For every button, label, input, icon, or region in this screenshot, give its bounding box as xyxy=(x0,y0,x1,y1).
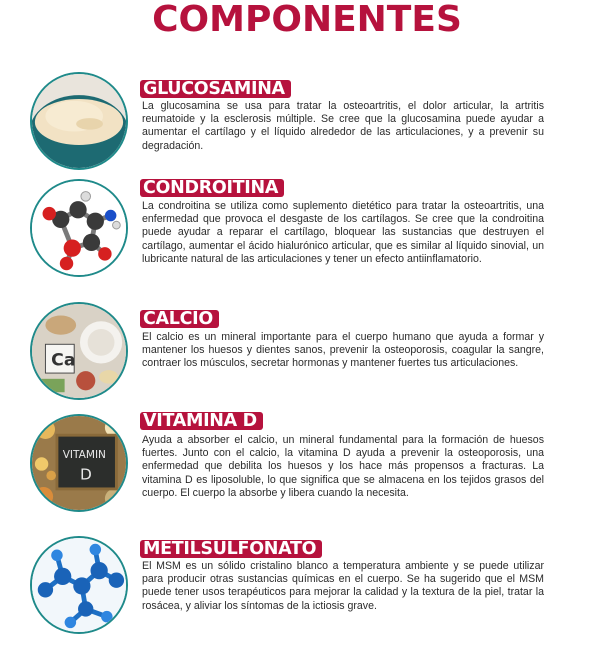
item-description: La glucosamina se usa para tratar la osteoartritis, el dolor articular, la artritis reumatoide y la esclerosis múltiple. Se cree que la glucosamina puede ayudar a aumentar el cartílago y el líquido alrededor de las articulaciones, y a prevenir su degradación. xyxy=(142,100,544,152)
item-description: La condroitina se utiliza como suplemento dietético para tratar la osteoartritis, una enfermedad que provoca el desgaste de los cartílagos. Se cree que la condroitina puede ayudar a reparar el cartílago, bloquear las sustancias que destruyen el cartílago, aumentar el ácido hialurónico articular, que es similar al líquido sinovial, un lubricante natural de las articulaciones y tener un efecto antiinflamatorio. xyxy=(142,200,544,265)
item-description: El calcio es un mineral importante para el cuerpo humano que ayuda a formar y mantener los huesos y dientes sanos, prevenir la osteoporosis, coagular la sangre, contraer los músculos, secretar hormonas y mantener fuertes tus articulaciones. xyxy=(142,331,544,370)
item-description: Ayuda a absorber el calcio, un mineral fundamental para la formación de huesos fuertes. Junto con el calcio, la vitamina D ayuda a prevenir la osteoporosis, una enfermedad que debilita los huesos y los hace más propensos a fracturas. La vitamina D es liposoluble, lo que significa que se almacena en los tejidos grasos del cuerpo. El cuerpo la absorbe y libera cuando la necesita. xyxy=(142,434,544,499)
item-heading: CONDROITINA xyxy=(140,179,284,197)
page-title: COMPONENTES xyxy=(152,0,462,40)
item-heading: VITAMINA D xyxy=(140,412,263,430)
item-heading: CALCIO xyxy=(140,310,219,328)
molecule-model-image xyxy=(30,179,128,277)
item-heading: GLUCOSAMINA xyxy=(140,80,291,98)
chalkboard-text: VITAMIN xyxy=(62,449,106,462)
item-description: El MSM es un sólido cristalino blanco a temperatura ambiente y se puede utilizar para producir otras sustancias químicas en el cuerpo. Se ha sugerido que el MSM puede tener usos terapéuticos para mejorar la calidad y la textura de la piel, tratar la rosácea, y aliviar los síntomas de la ictiosis grave. xyxy=(142,560,544,612)
chalkboard-letter: D xyxy=(79,465,92,484)
blue-molecule-image xyxy=(30,536,128,634)
calcium-symbol: Ca xyxy=(51,350,76,371)
vitamin-d-chalkboard-image xyxy=(30,414,128,512)
calcium-foods-image xyxy=(30,302,128,400)
powder-bowl-image xyxy=(30,72,128,170)
item-heading: METILSULFONATO xyxy=(140,540,322,558)
